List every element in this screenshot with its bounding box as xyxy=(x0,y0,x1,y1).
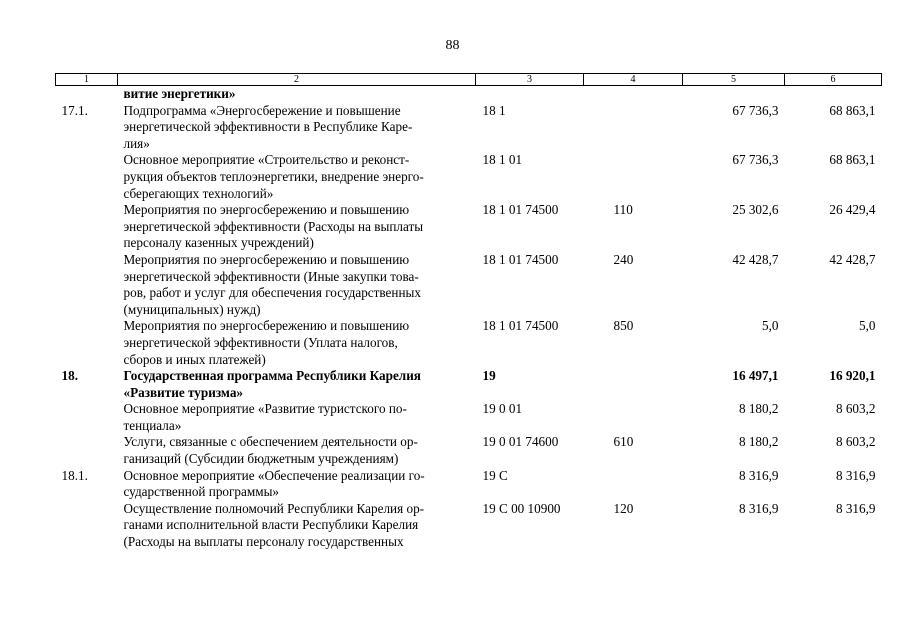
cell-name-line: Осуществление полномочий Республики Карелия ор- xyxy=(123,500,425,516)
cell-sum-2: 8 603,2 xyxy=(835,434,876,450)
header-col-3: 3 xyxy=(476,74,584,86)
cell-name-line: Основное мероприятие «Обеспечение реализации го- xyxy=(123,467,425,483)
cell-sum-1: 25 302,6 xyxy=(732,202,779,218)
cell-name-line: Мероприятия по энергосбережению и повышению xyxy=(123,251,410,267)
cell-name xyxy=(118,368,476,401)
cell-name-line: сборов и иных платежей) xyxy=(123,351,266,367)
table-row xyxy=(56,103,882,153)
cell-name-line: «Развитие туризма» xyxy=(123,384,244,400)
cell-vr: 110 xyxy=(613,202,633,218)
page-number: 88 xyxy=(445,38,460,53)
cell-code: 19 xyxy=(482,368,496,384)
cell-name xyxy=(118,434,476,467)
cell-sum-1: 5,0 xyxy=(762,318,779,334)
table-row-continuation xyxy=(56,86,882,103)
cell-code: 19 0 01 xyxy=(482,401,523,417)
cell-vr xyxy=(584,401,683,434)
cell-name-line: Услуги, связанные с обеспечением деятельности ор- xyxy=(123,434,418,450)
cell-name-line: ров, работ и услуг для обеспечения государственных xyxy=(123,285,421,301)
cell-sum-2: 16 920,1 xyxy=(829,368,876,384)
cell-sum-2: 26 429,4 xyxy=(829,202,876,218)
header-col-2: 2 xyxy=(118,74,476,86)
cell-sum-2: 8 316,9 xyxy=(835,500,876,516)
cell-vr xyxy=(584,368,683,401)
table-row xyxy=(56,468,882,501)
cell-code: 19 0 01 74600 xyxy=(482,434,559,450)
cell-sum-1: 16 497,1 xyxy=(732,368,779,384)
cell-name xyxy=(118,202,476,252)
cell-sum-1: 8 316,9 xyxy=(738,467,779,483)
cell-vr xyxy=(584,468,683,501)
table-row xyxy=(56,501,882,551)
cell-sum-1: 8 180,2 xyxy=(738,401,779,417)
cell-sum-2: 42 428,7 xyxy=(829,251,876,267)
cell-name-line: Мероприятия по энергосбережению и повышению xyxy=(123,318,410,334)
cell-name xyxy=(118,103,476,153)
cell-name-line: тенциала» xyxy=(123,417,182,433)
cell-name-line: ганизаций (Субсидии бюджетным учреждениям) xyxy=(123,451,399,467)
cell-name xyxy=(118,152,476,202)
cell-index xyxy=(56,501,118,551)
cell-name-line: лия» xyxy=(123,135,150,151)
cell-name-line: ганами исполнительной власти Республики Карелия xyxy=(123,517,419,533)
table-row xyxy=(56,318,882,368)
cell-name-line: Основное мероприятие «Развитие туристского по- xyxy=(123,401,407,417)
header-col-6: 6 xyxy=(785,74,882,86)
cell-name-line: (муниципальных) нужд) xyxy=(123,301,261,317)
cell-name-line: энергетической эффективности (Иные закупки това- xyxy=(123,268,419,284)
cell-name xyxy=(118,468,476,501)
cell-sum-1: 67 736,3 xyxy=(732,102,779,118)
cell-code: 18 1 01 74500 xyxy=(482,318,559,334)
cell-index: 18.1. xyxy=(61,467,88,483)
cell-name: витие энергетики» xyxy=(123,86,236,101)
header-col-4: 4 xyxy=(584,74,683,86)
table-header xyxy=(56,74,882,86)
cell-index xyxy=(56,318,118,368)
cell-sum-1: 67 736,3 xyxy=(732,152,779,168)
header-col-1: 1 xyxy=(56,74,118,86)
cell-name-line: сударственной программы» xyxy=(123,484,280,500)
cell-index xyxy=(56,152,118,202)
cell-sum-2: 8 603,2 xyxy=(835,401,876,417)
cell-index xyxy=(56,86,118,103)
table-row xyxy=(56,434,882,467)
cell-sum-2: 5,0 xyxy=(859,318,876,334)
cell-vr: 850 xyxy=(613,318,634,334)
cell-vr xyxy=(584,152,683,202)
cell-vr: 240 xyxy=(613,251,634,267)
table-body xyxy=(56,86,882,551)
cell-name-line: Мероприятия по энергосбережению и повышению xyxy=(123,202,410,218)
cell-name-line: Подпрограмма «Энергосбережение и повышение xyxy=(123,102,401,118)
cell-index xyxy=(56,202,118,252)
header-col-5: 5 xyxy=(683,74,785,86)
cell-sum-1: 42 428,7 xyxy=(732,251,779,267)
cell-index: 17.1. xyxy=(61,102,88,118)
cell-name-line: персоналу казенных учреждений) xyxy=(123,235,314,251)
cell-index xyxy=(56,252,118,318)
cell-sum-2: 68 863,1 xyxy=(829,102,876,118)
table-row xyxy=(56,401,882,434)
cell-index xyxy=(56,401,118,434)
table-row xyxy=(56,152,882,202)
cell-code: 19 С xyxy=(482,467,508,483)
cell-name xyxy=(118,401,476,434)
cell-sum-1: 8 180,2 xyxy=(738,434,779,450)
cell-code: 18 1 01 74500 xyxy=(482,202,559,218)
budget-table xyxy=(55,73,882,551)
cell-code: 19 С 00 10900 xyxy=(482,500,561,516)
cell-code: 18 1 xyxy=(482,102,506,118)
cell-index: 18. xyxy=(61,368,78,384)
cell-name-line: Государственная программа Республики Карелия xyxy=(123,368,421,384)
table-row xyxy=(56,368,882,401)
cell-sum-1: 8 316,9 xyxy=(738,500,779,516)
table-row xyxy=(56,202,882,252)
table-row xyxy=(56,252,882,318)
cell-code: 18 1 01 xyxy=(482,152,523,168)
cell-name xyxy=(118,501,476,551)
cell-name-line: (Расходы на выплаты персоналу государственных xyxy=(123,534,404,550)
cell-code: 18 1 01 74500 xyxy=(482,251,559,267)
cell-name xyxy=(118,318,476,368)
cell-index xyxy=(56,434,118,467)
cell-sum-2: 8 316,9 xyxy=(835,467,876,483)
cell-sum-2: 68 863,1 xyxy=(829,152,876,168)
cell-name-line: сберегающих технологий» xyxy=(123,185,274,201)
cell-name-line: Основное мероприятие «Строительство и реконст- xyxy=(123,152,410,168)
cell-name xyxy=(118,252,476,318)
cell-vr: 610 xyxy=(613,434,634,450)
cell-name-line: энергетической эффективности (Уплата налогов, xyxy=(123,334,398,350)
header-row xyxy=(56,74,882,86)
cell-name-line: рукция объектов теплоэнергетики, внедрение энерго- xyxy=(123,168,424,184)
cell-name-line: энергетической эффективности в Республике Каре- xyxy=(123,119,413,135)
cell-vr: 120 xyxy=(613,500,634,516)
cell-vr xyxy=(584,103,683,153)
cell-name-line: энергетической эффективности (Расходы на выплаты xyxy=(123,218,424,234)
